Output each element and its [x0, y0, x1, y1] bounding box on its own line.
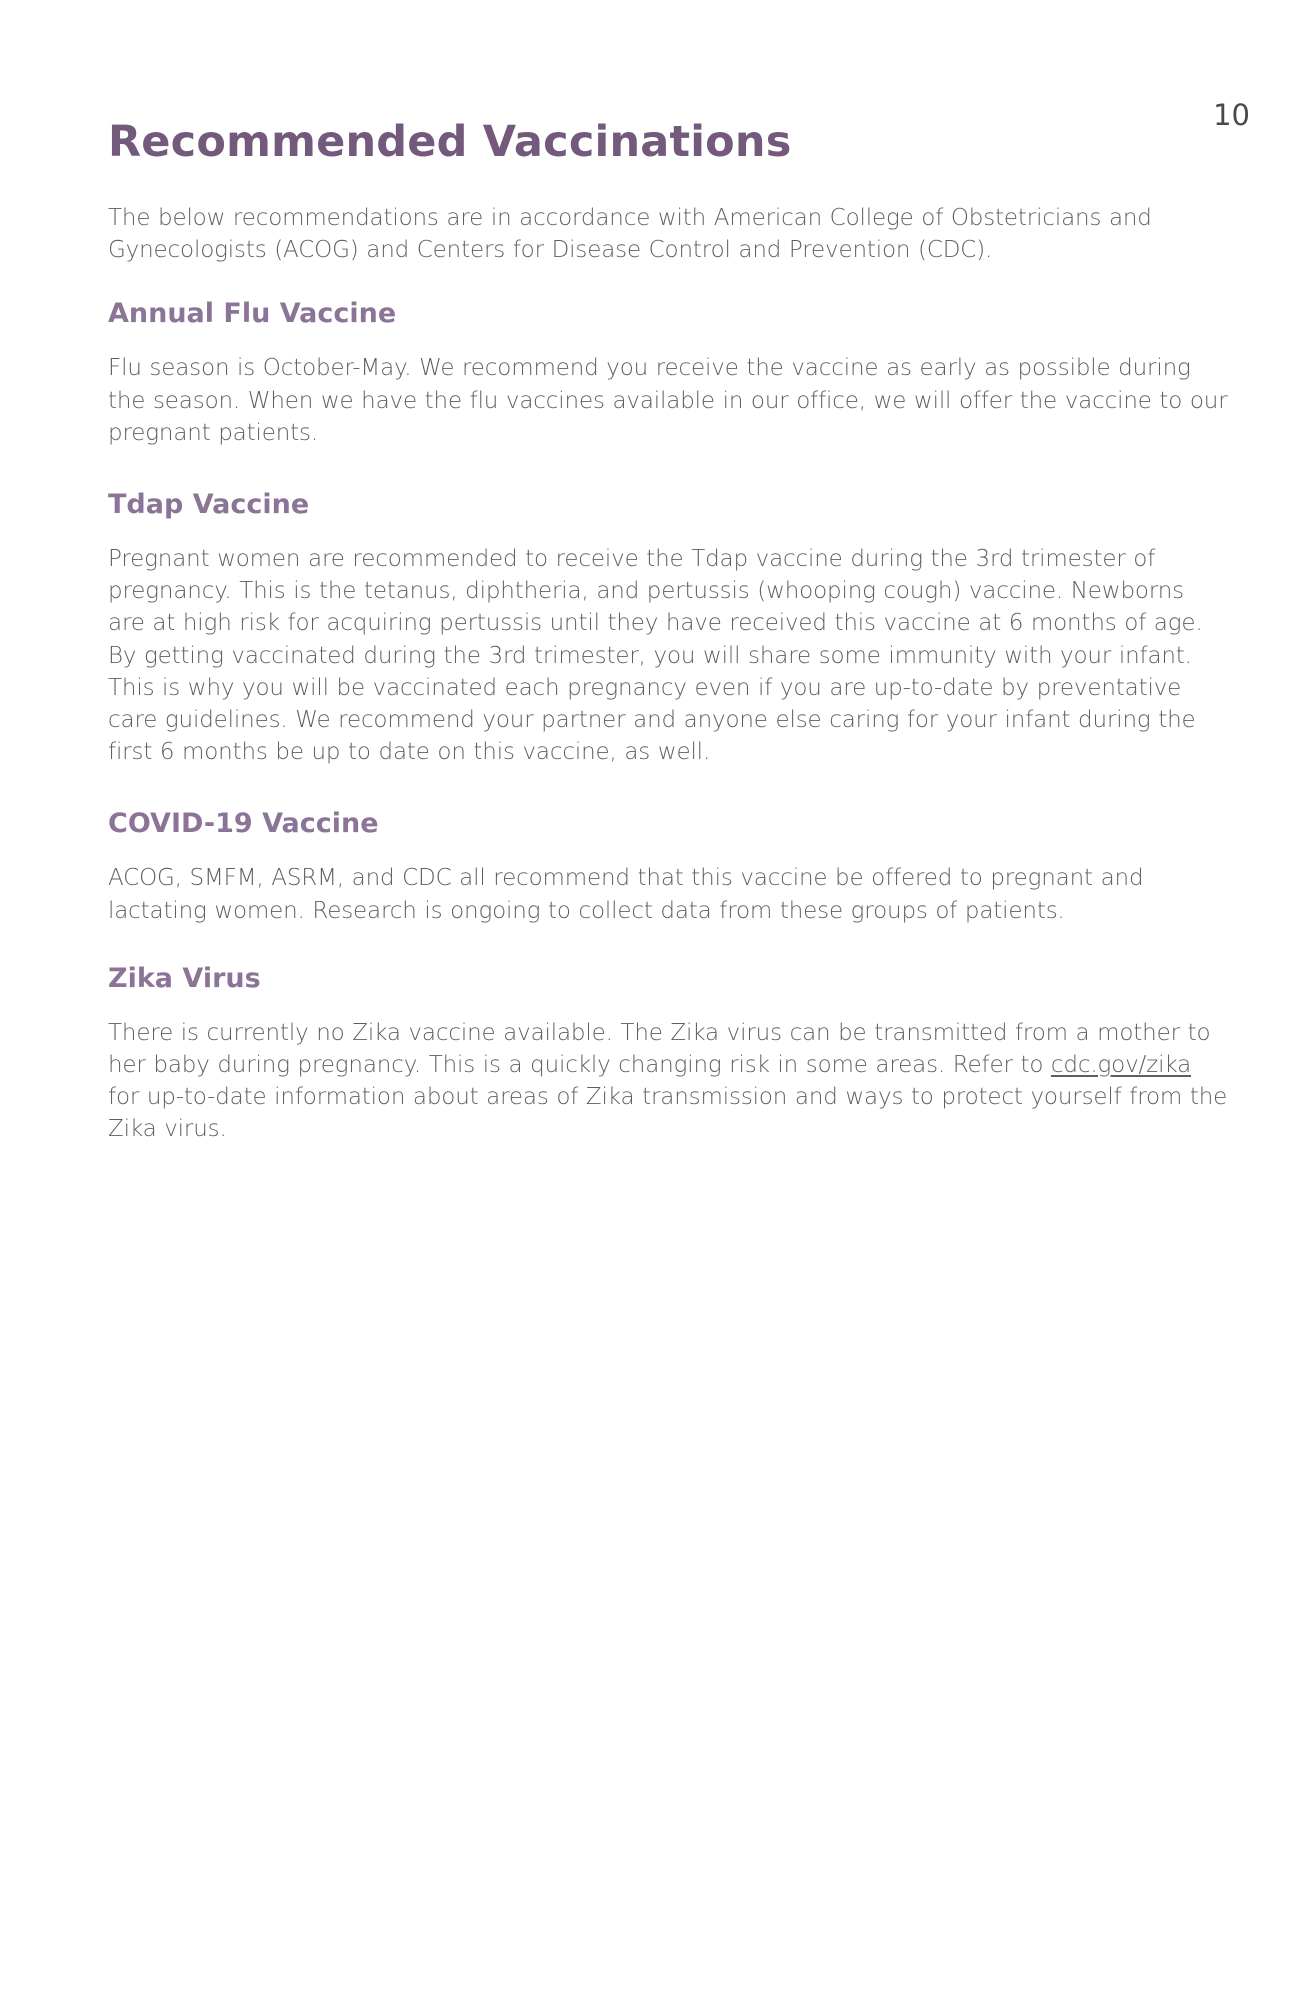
intro-paragraph: The below recommendations are in accordance with American College of Obstetricians and Gynecologists (ACOG) and Centers for Disease Control and Prevention (CDC).	[108, 205, 1152, 264]
section-tdap-vaccine	[108, 487, 1228, 768]
section-body	[108, 1017, 1228, 1146]
section-body: Flu season is October-May. We recommend you receive the vaccine as early as possible during the season. When we have the flu vaccines available in our office, we will offer the vaccine to our pregnant patients.	[108, 355, 1228, 446]
page-content	[108, 112, 1228, 1146]
section-heading: Annual Flu Vaccine	[108, 298, 397, 330]
section-heading: COVID-19 Vaccine	[108, 808, 379, 840]
page-number: 10	[1213, 98, 1250, 132]
section-heading: Tdap Vaccine	[108, 489, 310, 521]
body-text-after-link: for up-to-date information about areas of Zika transmission and ways to protect yourself from the Zika virus.	[108, 1084, 1228, 1143]
section-covid-19-vaccine	[108, 806, 1228, 926]
section-zika-virus	[108, 961, 1228, 1146]
body-text-before-link: There is currently no Zika vaccine available. The Zika virus can be transmitted from a mother to her baby during pregnancy. This is a quickly changing risk in some areas. Refer to	[108, 1019, 1211, 1079]
page-title: Recommended Vaccinations	[108, 117, 792, 167]
section-heading: Zika Virus	[108, 962, 261, 994]
section-annual-flu-vaccine	[108, 296, 1228, 449]
section-body: ACOG, SMFM, ASRM, and CDC all recommend that this vaccine be offered to pregnant and lactating women. Research is ongoing to collect data from these groups of patients.	[108, 865, 1144, 924]
cdc-zika-link[interactable]: cdc.gov/zika	[1050, 1052, 1192, 1079]
section-body: Pregnant women are recommended to receive the Tdap vaccine during the 3rd trimester of pregnancy. This is the tetanus, diphtheria, and pertussis (whooping cough) vaccine. Newborns are at high risk for acquiring pertussis until they have received this vaccine at 6 months of age. By getting vaccinated during the 3rd trimester, you will share some immunity with your infant. This is why you will be vaccinated each pregnancy even if you are up-to-date by preventative care guidelines. We recommend your partner and anyone else caring for your infant during the first 6 months be up to date on this vaccine, as well.	[108, 546, 1203, 766]
